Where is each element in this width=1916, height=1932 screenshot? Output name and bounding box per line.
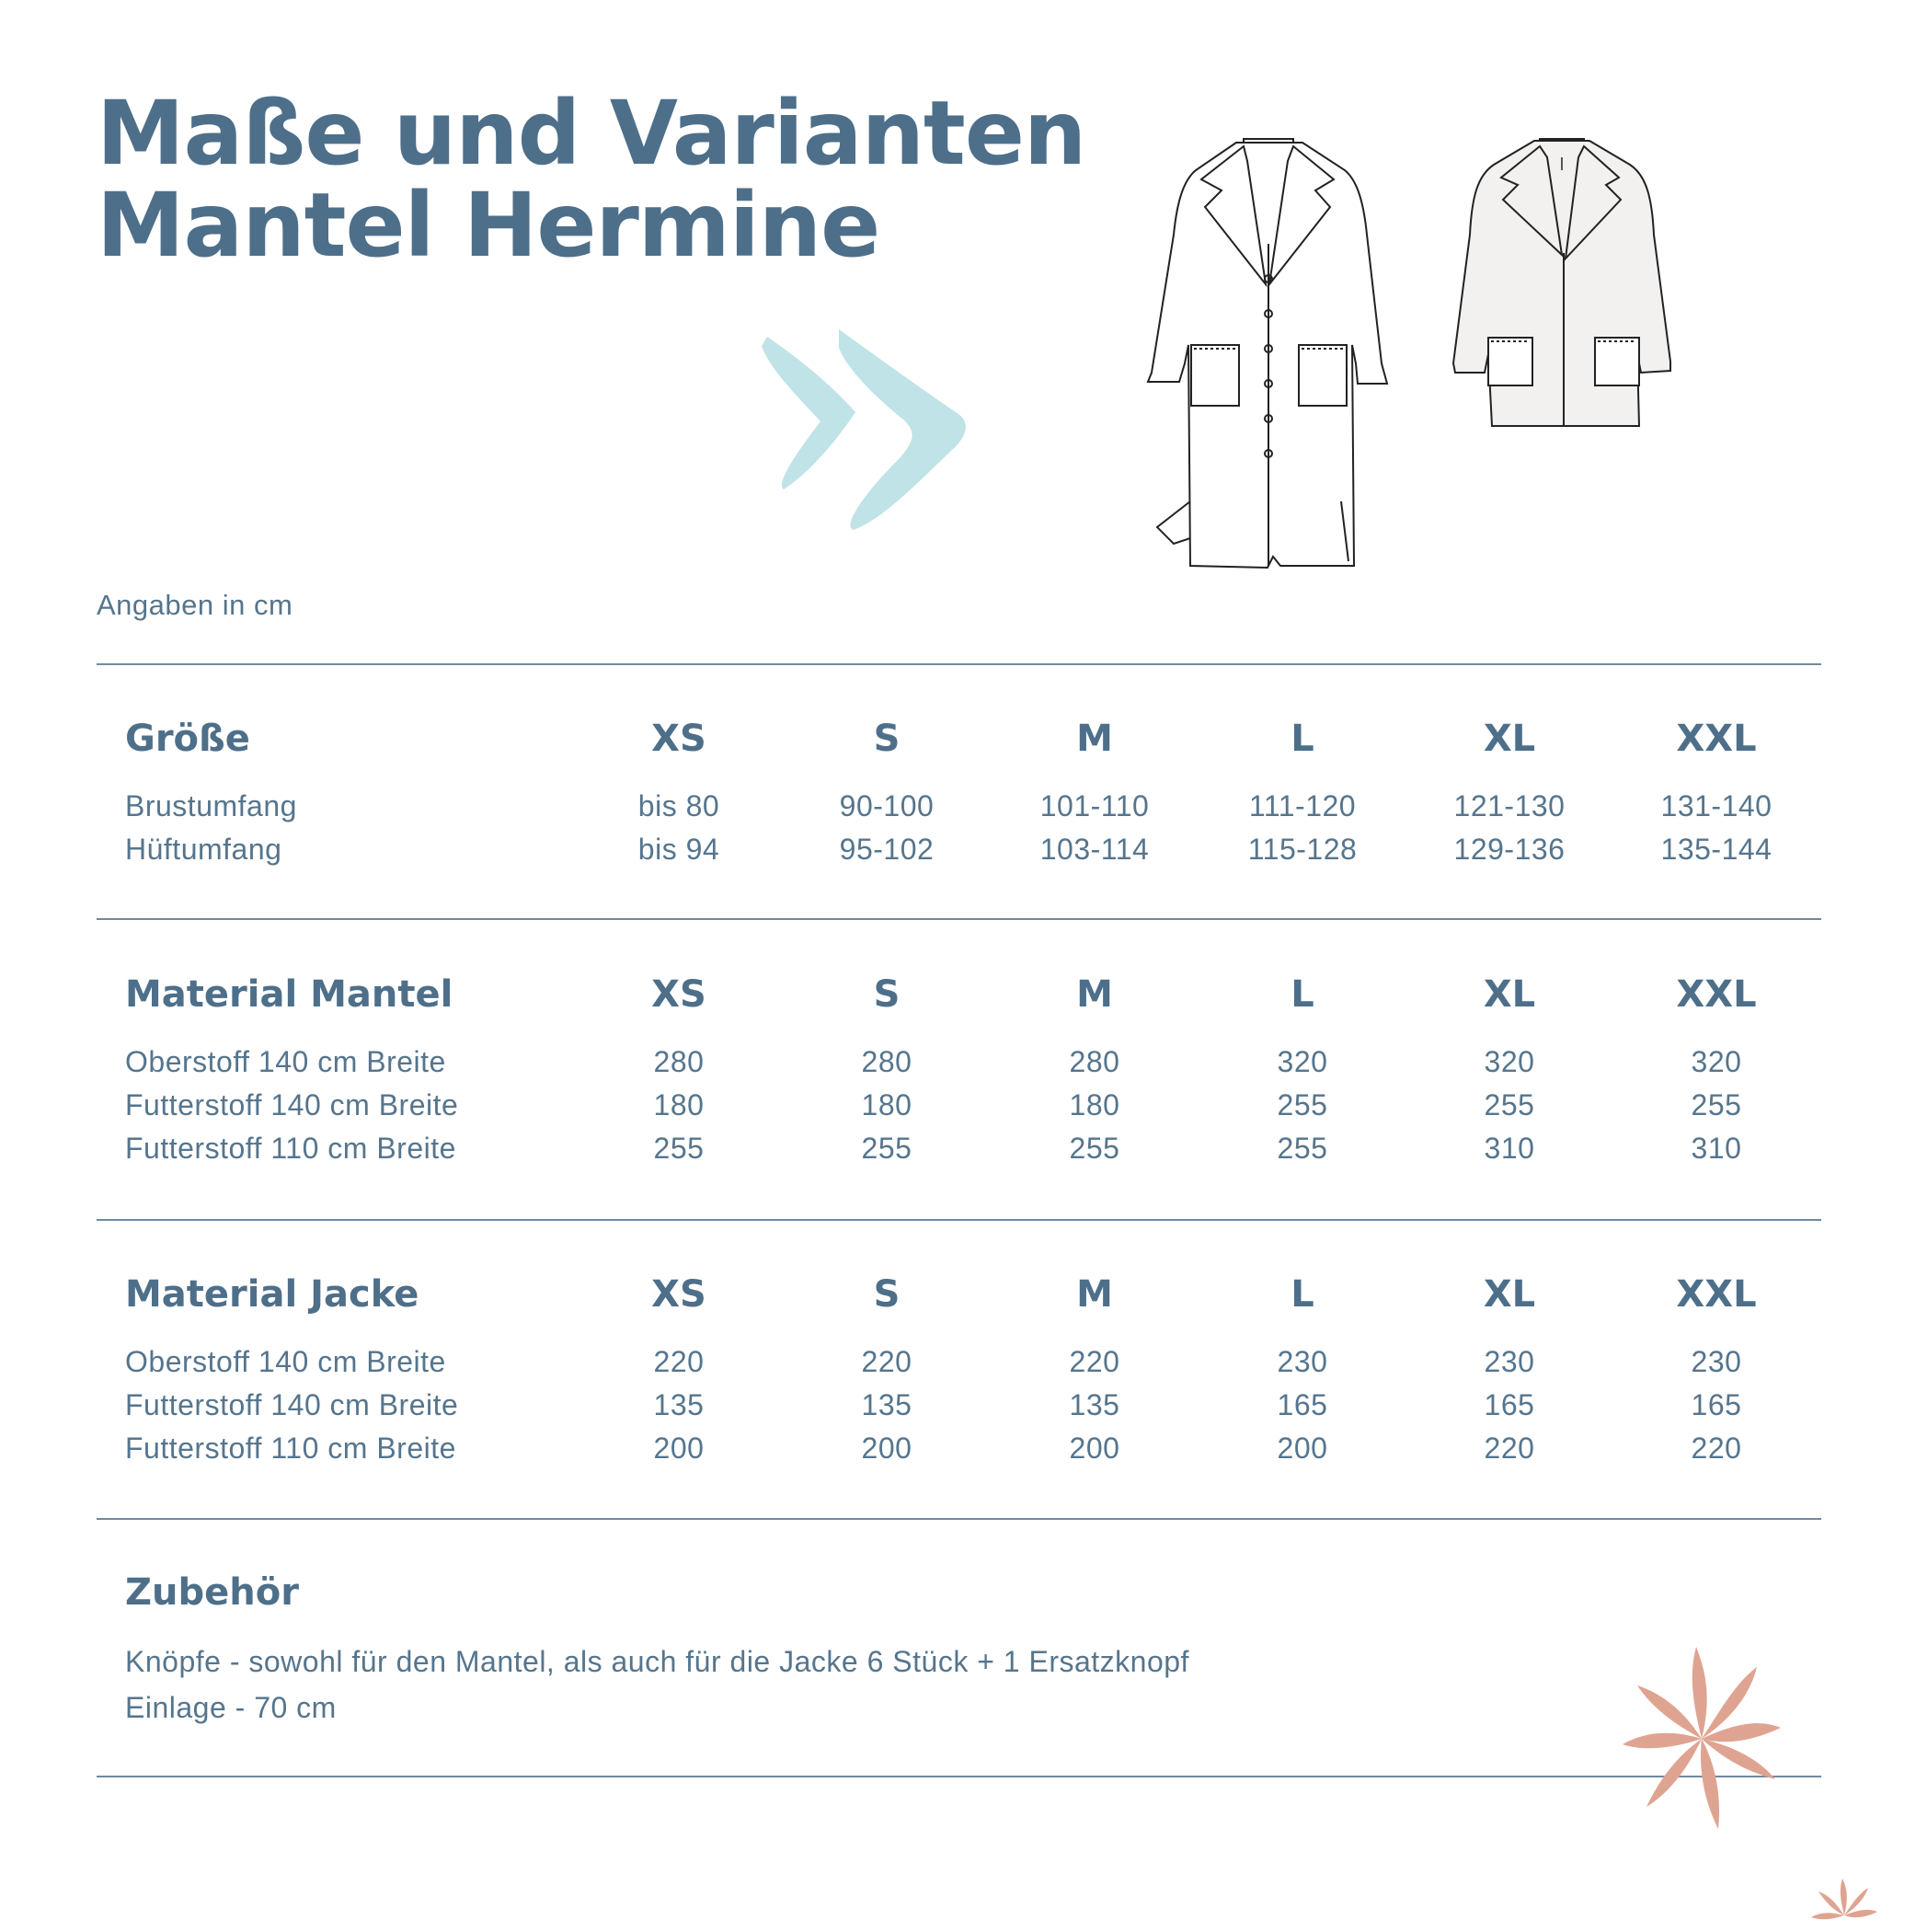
row-value: 180 bbox=[653, 1088, 705, 1121]
row-value: 131-140 bbox=[1660, 789, 1773, 822]
row-value: 230 bbox=[1277, 1345, 1328, 1378]
row-value: 135 bbox=[1069, 1388, 1120, 1421]
title-line-1: Maße und Varianten bbox=[97, 82, 1086, 185]
row-value: 115-128 bbox=[1247, 833, 1358, 866]
title-line-2: Mantel Hermine bbox=[97, 174, 880, 277]
size-header-label: Größe bbox=[125, 718, 250, 760]
table-row bbox=[0, 833, 1916, 877]
row-value: 280 bbox=[1069, 1045, 1120, 1078]
row-value: 320 bbox=[1691, 1045, 1742, 1078]
row-value: bis 80 bbox=[637, 789, 720, 822]
jacke-col-xl: XL bbox=[1483, 1273, 1536, 1316]
row-label: Futterstoff 140 cm Breite bbox=[125, 1088, 459, 1121]
row-value: 255 bbox=[1277, 1088, 1328, 1121]
row-value: 165 bbox=[1277, 1388, 1328, 1421]
row-label: Oberstoff 140 cm Breite bbox=[125, 1045, 446, 1078]
row-value: 280 bbox=[861, 1045, 912, 1078]
row-label: Hüftumfang bbox=[125, 833, 282, 866]
row-value: 90-100 bbox=[839, 789, 935, 822]
divider-2 bbox=[97, 918, 1821, 920]
row-value: 135-144 bbox=[1660, 833, 1773, 866]
row-value: 135 bbox=[861, 1388, 912, 1421]
mantel-col-xl: XL bbox=[1483, 973, 1536, 1016]
mantel-col-s: S bbox=[873, 973, 901, 1016]
accessories-header: Zubehör bbox=[125, 1571, 299, 1614]
page-title bbox=[97, 82, 1086, 277]
row-value: 121-130 bbox=[1453, 789, 1566, 822]
jacke-col-l: L bbox=[1291, 1273, 1314, 1316]
row-value: 165 bbox=[1691, 1388, 1742, 1421]
table-row bbox=[0, 1045, 1916, 1089]
accessories-line: Einlage - 70 cm bbox=[125, 1691, 337, 1724]
row-label: Futterstoff 110 cm Breite bbox=[125, 1432, 456, 1465]
units-note: Angaben in cm bbox=[97, 589, 293, 621]
jacke-header-row bbox=[0, 1273, 1916, 1317]
size-header-row bbox=[0, 718, 1916, 762]
mantel-header-label: Material Mantel bbox=[125, 973, 453, 1016]
row-value: 103-114 bbox=[1039, 833, 1150, 866]
row-value: 220 bbox=[1691, 1432, 1742, 1465]
table-row bbox=[0, 1388, 1916, 1432]
row-value: 200 bbox=[1069, 1432, 1120, 1465]
row-value: 180 bbox=[861, 1088, 912, 1121]
table-row bbox=[0, 1088, 1916, 1133]
table-row bbox=[0, 1432, 1916, 1476]
row-value: 101-110 bbox=[1039, 789, 1150, 822]
size-col-s: S bbox=[873, 718, 901, 760]
row-value: 200 bbox=[861, 1432, 912, 1465]
table-row bbox=[0, 1345, 1916, 1389]
mantel-col-m: M bbox=[1076, 973, 1113, 1016]
row-value: 320 bbox=[1484, 1045, 1535, 1078]
size-col-l: L bbox=[1291, 718, 1314, 760]
row-value: 200 bbox=[1277, 1432, 1328, 1465]
row-value: bis 94 bbox=[637, 833, 720, 866]
jacke-header-label: Material Jacke bbox=[125, 1273, 419, 1316]
row-value: 255 bbox=[653, 1132, 705, 1165]
row-label: Futterstoff 110 cm Breite bbox=[125, 1132, 456, 1165]
jacke-col-s: S bbox=[873, 1273, 901, 1316]
size-col-m: M bbox=[1076, 718, 1113, 760]
row-value: 255 bbox=[1069, 1132, 1120, 1165]
row-value: 230 bbox=[1691, 1345, 1742, 1378]
size-col-xl: XL bbox=[1483, 718, 1536, 760]
table-row bbox=[0, 789, 1916, 834]
row-label: Brustumfang bbox=[125, 789, 297, 822]
row-value: 165 bbox=[1484, 1388, 1535, 1421]
mantel-col-xxl: XXL bbox=[1676, 973, 1757, 1016]
row-label: Futterstoff 140 cm Breite bbox=[125, 1388, 459, 1421]
row-value: 255 bbox=[1277, 1132, 1328, 1165]
row-value: 200 bbox=[653, 1432, 705, 1465]
size-col-xxl: XXL bbox=[1676, 718, 1757, 760]
accessories-line: Knöpfe - sowohl für den Mantel, als auch für die Jacke 6 Stück + 1 Ersatzknopf bbox=[125, 1645, 1189, 1678]
row-value: 129-136 bbox=[1453, 833, 1566, 866]
chevron-right-stroke bbox=[839, 329, 966, 530]
mantel-header-row bbox=[0, 973, 1916, 1018]
jacke-col-xs: XS bbox=[651, 1273, 706, 1316]
row-value: 220 bbox=[1484, 1432, 1535, 1465]
row-value: 255 bbox=[861, 1132, 912, 1165]
flower-icon bbox=[1619, 1647, 1784, 1831]
row-value: 180 bbox=[1069, 1088, 1120, 1121]
size-col-xs: XS bbox=[651, 718, 706, 760]
jacke-col-m: M bbox=[1076, 1273, 1113, 1316]
flower-icon bbox=[1807, 1877, 1881, 1932]
mantel-col-l: L bbox=[1291, 973, 1314, 1016]
row-value: 220 bbox=[861, 1345, 912, 1378]
row-label: Oberstoff 140 cm Breite bbox=[125, 1345, 446, 1378]
chevron-left-stroke bbox=[762, 337, 855, 489]
mantel-col-xs: XS bbox=[651, 973, 706, 1016]
jacke-col-xxl: XXL bbox=[1676, 1273, 1757, 1316]
double-chevron-right-icon bbox=[754, 322, 975, 534]
row-value: 135 bbox=[653, 1388, 705, 1421]
divider-1 bbox=[97, 663, 1821, 665]
row-value: 220 bbox=[1069, 1345, 1120, 1378]
row-value: 230 bbox=[1484, 1345, 1535, 1378]
table-row bbox=[0, 1132, 1916, 1176]
row-value: 280 bbox=[653, 1045, 705, 1078]
divider-4 bbox=[97, 1518, 1821, 1520]
row-value: 320 bbox=[1277, 1045, 1328, 1078]
row-value: 255 bbox=[1691, 1088, 1742, 1121]
row-value: 95-102 bbox=[839, 833, 935, 866]
coat-flat-sketch bbox=[1141, 133, 1389, 575]
row-value: 255 bbox=[1484, 1088, 1535, 1121]
row-value: 310 bbox=[1691, 1132, 1742, 1165]
row-value: 220 bbox=[653, 1345, 705, 1378]
row-value: 111-120 bbox=[1248, 789, 1357, 822]
row-value: 310 bbox=[1484, 1132, 1535, 1165]
divider-5 bbox=[97, 1776, 1821, 1777]
divider-3 bbox=[97, 1219, 1821, 1221]
jacket-flat-sketch bbox=[1444, 133, 1674, 437]
